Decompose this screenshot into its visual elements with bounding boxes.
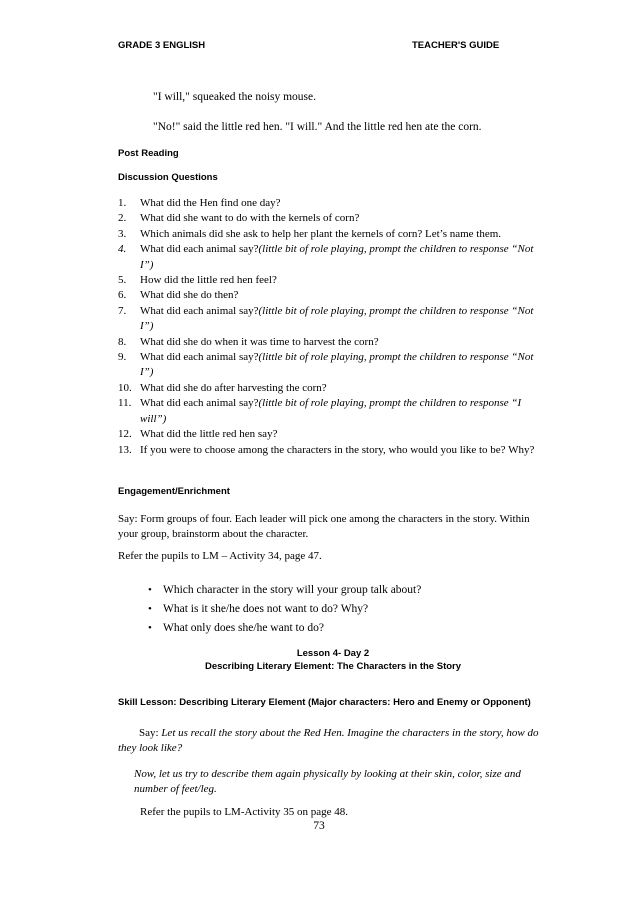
question-number: 4. — [118, 243, 127, 256]
discussion-questions-heading: Discussion Questions — [118, 172, 218, 183]
bullet-icon: • — [148, 622, 152, 634]
question-number: 13. — [118, 443, 132, 456]
question-number: 9. — [118, 351, 127, 364]
list-item: • Which character in the story will your group talk about? — [148, 581, 421, 600]
bullet-icon: • — [148, 584, 152, 596]
header-guide: TEACHER'S GUIDE — [412, 40, 500, 51]
question-number: 2. — [118, 212, 127, 225]
question-text: What did each animal say?(little bit of role playing, prompt the children to response “Not I”) — [140, 351, 534, 379]
question-text: What did each animal say?(little bit of role playing, prompt the children to response “Not I”) — [140, 243, 534, 271]
question-item — [118, 211, 548, 226]
describe-paragraph: Now, let us try to describe them again physically by looking at their skin, color, size and number of feet/leg. — [134, 768, 521, 795]
question-text: If you were to choose among the characters in the story, who would you like to be? Why? — [140, 443, 535, 456]
question-text: What did each animal say?(little bit of role playing, prompt the children to response “I will”) — [140, 397, 522, 425]
lesson-subtitle: Describing Literary Element: The Characters in the Story — [204, 661, 462, 672]
question-item — [118, 273, 548, 288]
question-number: 5. — [118, 274, 127, 287]
question-text: What did she want to do with the kernels of corn? — [140, 212, 360, 225]
question-note: (little bit of role playing, prompt the children to response “Not I”) — [140, 304, 534, 333]
refer-lm35-paragraph: Refer the pupils to LM-Activity 35 on page 48. — [140, 806, 349, 818]
question-number: 7. — [118, 304, 127, 317]
lesson-title: Lesson 4- Day 2 — [296, 648, 370, 659]
question-note: (little bit of role playing, prompt the children to response “I will”) — [140, 397, 522, 425]
skill-lesson-heading: Skill Lesson: Describing Literary Element (Major characters: Hero and Enemy or Opponent) — [118, 697, 531, 708]
post-reading-heading: Post Reading — [118, 148, 179, 159]
say-groups-paragraph: Say: Form groups of four. Each leader will pick one among the characters in the story. Within your group, brainstorm about the character. — [118, 513, 530, 540]
question-number: 3. — [118, 227, 127, 240]
question-item — [118, 335, 548, 350]
question-text: What did she do when it was time to harvest the corn? — [140, 335, 379, 348]
question-number: 6. — [118, 289, 127, 302]
question-list — [118, 196, 548, 458]
question-number: 11. — [118, 397, 132, 410]
question-item — [118, 304, 548, 335]
quote-hen: "No!" said the little red hen. "I will." And the little red hen ate the corn. — [153, 121, 482, 133]
question-item — [118, 242, 548, 273]
question-number: 12. — [118, 428, 132, 441]
question-item — [118, 427, 548, 442]
engagement-heading: Engagement/Enrichment — [118, 486, 230, 497]
list-item: • What is it she/he does not want to do? Why? — [148, 600, 421, 619]
refer-lm34-paragraph: Refer the pupils to LM – Activity 34, page 47. — [118, 550, 322, 562]
say-recall-paragraph: Say: Let us recall the story about the Red Hen. Imagine the characters in the story, how do they look like? — [118, 727, 539, 754]
question-item — [118, 227, 548, 242]
question-text: What did the Hen find one day? — [140, 197, 281, 209]
question-number: 1. — [118, 197, 127, 209]
question-item — [118, 288, 548, 303]
question-number: 10. — [118, 381, 132, 394]
question-text: How did the little red hen feel? — [140, 274, 277, 287]
question-text: Which animals did she ask to help her plant the kernels of corn? Let’s name them. — [140, 227, 502, 240]
list-item: • What only does she/he want to do? — [148, 619, 421, 638]
question-item — [118, 350, 548, 381]
question-text: What did the little red hen say? — [140, 428, 278, 441]
question-text: What did she do then? — [140, 289, 239, 302]
question-note: (little bit of role playing, prompt the children to response “Not I”) — [140, 243, 534, 271]
question-note: (little bit of role playing, prompt the children to response “Not I”) — [140, 351, 534, 379]
bullet-icon: • — [148, 603, 152, 615]
question-text: What did she do after harvesting the corn? — [140, 381, 327, 394]
header-grade: GRADE 3 ENGLISH — [118, 40, 206, 51]
question-item — [118, 196, 548, 211]
question-text: What did each animal say?(little bit of role playing, prompt the children to response “Not I”) — [140, 304, 534, 333]
bullet-list — [148, 581, 421, 638]
question-item — [118, 443, 548, 458]
question-item — [118, 381, 548, 396]
question-item — [118, 396, 548, 427]
quote-mouse: "I will," squeaked the noisy mouse. — [153, 91, 317, 103]
page-number: 73 — [313, 820, 325, 832]
question-number: 8. — [118, 335, 127, 348]
